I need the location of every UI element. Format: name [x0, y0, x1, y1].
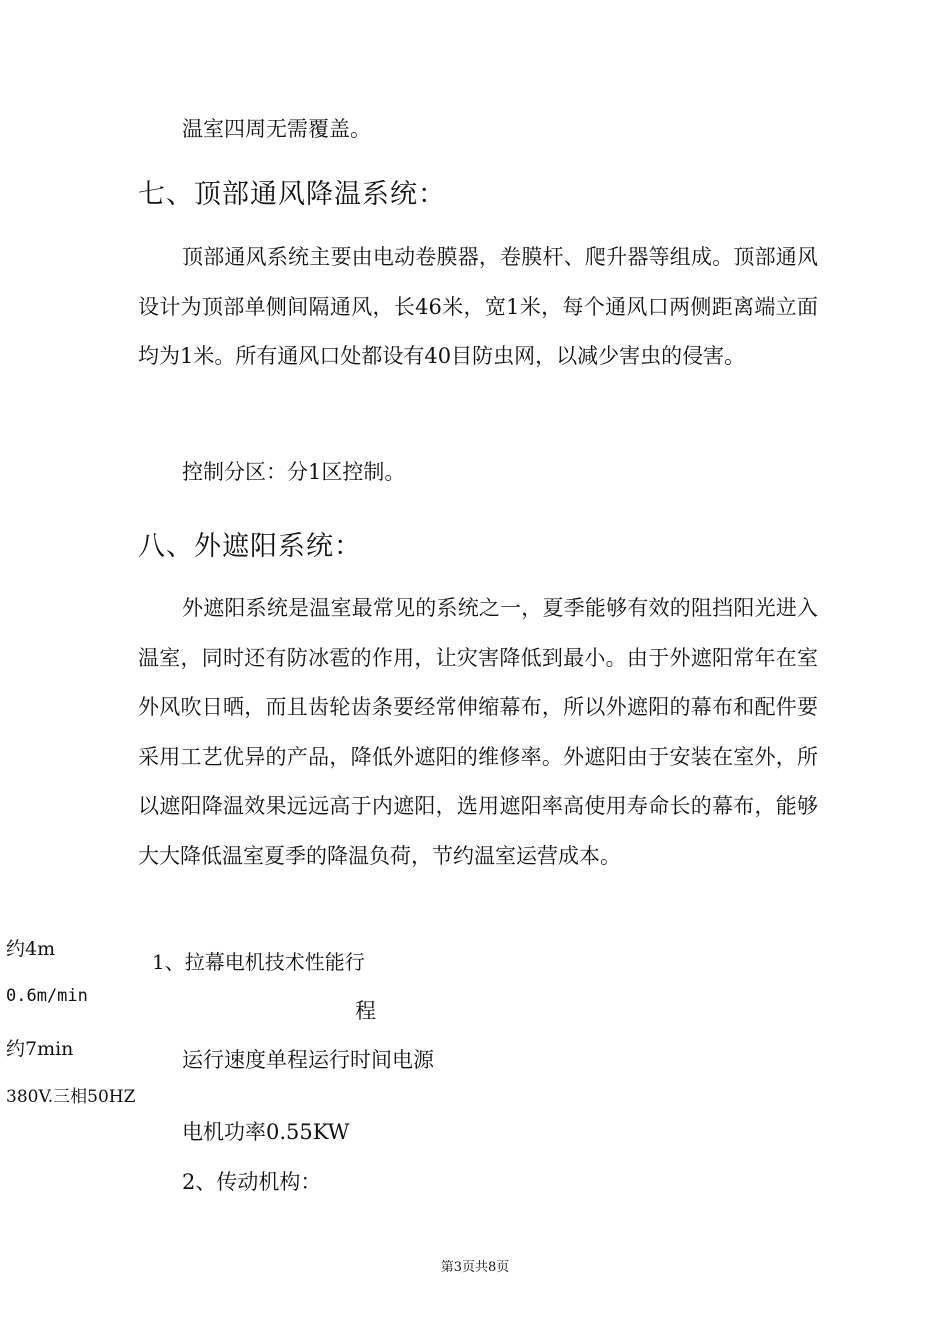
body-text-line: 温室四周无需覆盖。 [182, 117, 371, 141]
side-value-power-supply: 380V.三相50HZ [6, 1087, 136, 1107]
section-7-heading: 七、顶部通风降温系统： [138, 179, 446, 210]
motor-power-text: 电机功率0.55KW [182, 1120, 350, 1144]
section-7-paragraph: 顶部通风系统主要由电动卷膜器，卷膜杆、爬升器等组成。顶部通风设计为顶部单侧间隔通风，长46米，宽1米，每个通风口两侧距离端立面均为1米。所有通风口处都设有40目防虫网，以减少害虫的侵害。 [138, 245, 818, 368]
section-8-paragraph: 外遮阳系统是温室最常见的系统之一，夏季能够有效的阻挡阳光进入温室，同时还有防冰雹的作用，让灾害降低到最小。由于外遮阳常年在室外风吹日晒，而且齿轮齿条要经常伸缩幕布，所以外遮阳的幕布和配件要采用工艺优异的产品，降低外遮阳的维修率。外遮阳由于安装在室外，所以遮阳降温效果远远高于内遮阳，选用遮阳率高使用寿命长的幕布，能够大大降低温室夏季的降温负荷，节约温室运营成本。 [138, 596, 818, 868]
item-1-title: 1、拉幕电机技术性能行 [152, 950, 365, 974]
item-1-title-tail: 程 [355, 999, 376, 1023]
item-2-title: 2、传动机构： [182, 1170, 322, 1194]
side-value-time: 约7min [6, 1038, 74, 1060]
side-value-stroke: 约4m [6, 938, 56, 960]
item-1-spec-labels: 运行速度单程运行时间电源 [182, 1048, 434, 1072]
page-footer: 第3页共8页 [440, 1260, 510, 1275]
section-8-heading: 八、外遮阳系统： [138, 531, 362, 562]
control-zone-text: 控制分区：分1区控制。 [182, 460, 406, 484]
side-value-speed: 0.6m/min [6, 986, 88, 1006]
